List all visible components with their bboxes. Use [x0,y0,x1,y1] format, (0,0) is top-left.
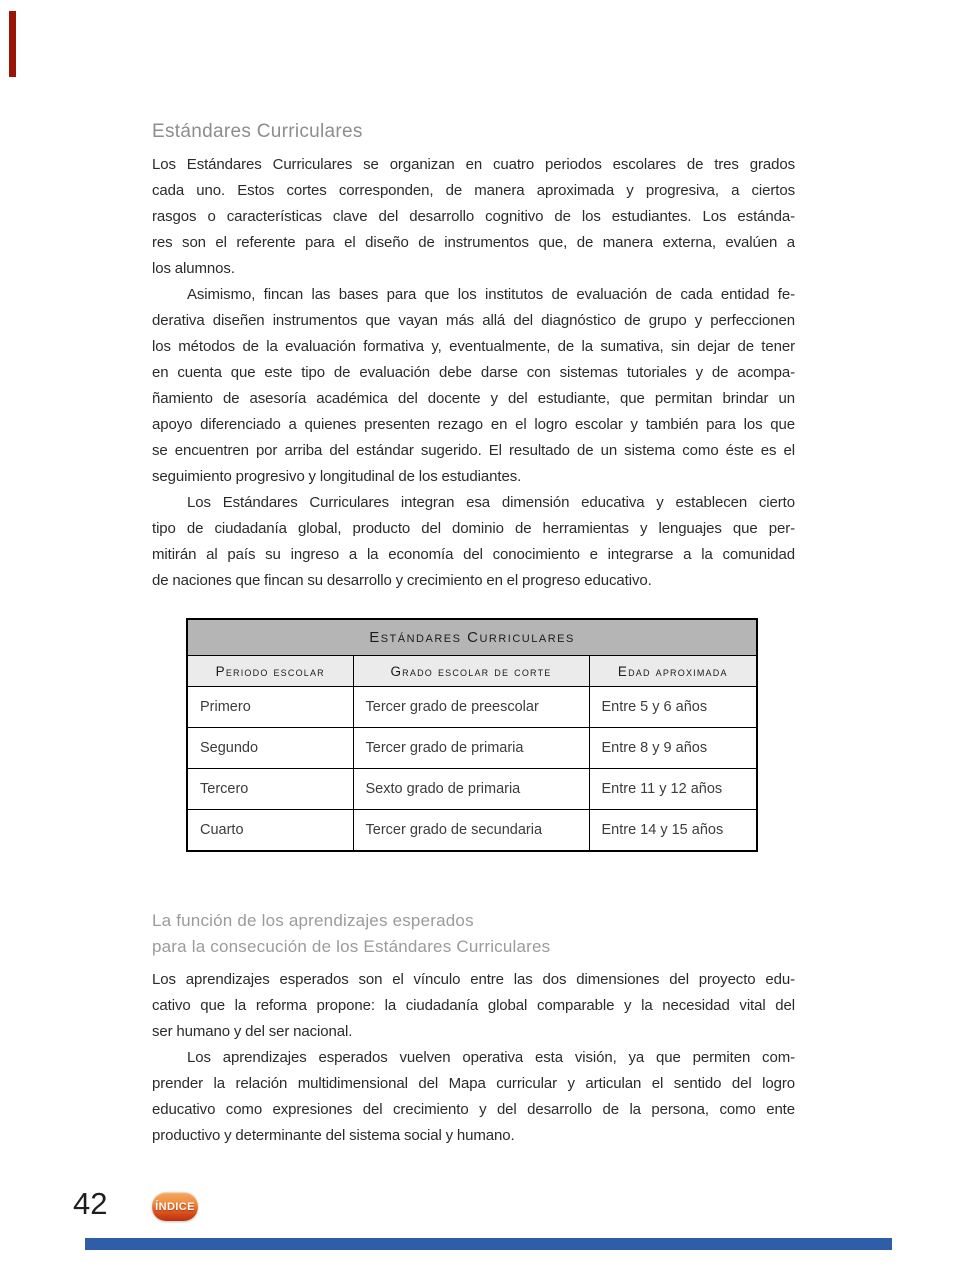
paragraph [152,967,795,1045]
table-cell: Entre 14 y 15 años [589,810,757,852]
table-cell: Tercer grado de primaria [353,728,589,769]
text-line: de naciones que fincan su desarrollo y crecimiento en el progreso educativo. [152,572,652,589]
table-header-row [187,656,757,687]
page-title: Estándares Curriculares [152,121,363,142]
text-line: los alumnos. [152,260,235,277]
text-line: educativo como expresiones del crecimiento y del desarrollo de la persona, como ente [152,1101,795,1118]
table-row [187,810,757,852]
table-row [187,728,757,769]
text-line: apoyo diferenciado a quienes presenten rezago en el logro escolar y también para los que [152,416,795,433]
subheading-line: para la consecución de los Estándares Curriculares [152,937,551,956]
subheading-line: La función de los aprendizajes esperados [152,911,474,930]
paragraph [152,152,795,282]
text-line: rasgos o características clave del desarrollo cognitivo de los estudiantes. Los estánda- [152,208,795,225]
section-subheading [152,908,795,960]
table-row [187,769,757,810]
column-header: Grado escolar de corte [353,656,589,687]
table-cell: Tercer grado de secundaria [353,810,589,852]
text-line: Los aprendizajes esperados son el vínculo entre las dos dimensiones del proyecto edu- [152,971,795,988]
text-line: tipo de ciudadanía global, producto del dominio de herramientas y lenguajes que per- [152,520,795,537]
text-line: prender la relación multidimensional del Mapa curricular y articulan el sentido del logro [152,1075,795,1092]
column-header: Edad aproximada [589,656,757,687]
table-cell: Tercero [187,769,353,810]
table-cell: Tercer grado de preescolar [353,687,589,728]
table-cell: Cuarto [187,810,353,852]
table-title: Estándares Curriculares [187,619,757,656]
text-line: los métodos de la evaluación formativa y, eventualmente, de la sumativa, sin dejar de tener [152,338,795,355]
table-title-row [187,619,757,656]
intro-paragraphs [152,152,795,594]
content-column [152,0,795,1149]
text-line: Los aprendizajes esperados vuelven operativa esta visión, ya que permiten com- [187,1049,795,1066]
footer-rule-bar [85,1238,892,1250]
text-line: ñamiento de asesoría académica del docente y del estudiante, que permitan brindar un [152,390,795,407]
text-line: cada uno. Estos cortes corresponden, de manera aproximada y progresiva, a ciertos [152,182,795,199]
text-line: productivo y determinante del sistema social y humano. [152,1127,515,1144]
table-row [187,687,757,728]
table-cell: Segundo [187,728,353,769]
page-number: 42 [73,1186,108,1221]
paragraph [152,490,795,594]
indice-button[interactable] [152,1192,198,1221]
text-line: en cuenta que este tipo de evaluación debe darse con sistemas tutoriales y de acompa- [152,364,795,381]
paragraph [152,282,795,490]
closing-paragraphs [152,967,795,1149]
text-line: mitirán al país su ingreso a la economía del conocimiento e integrarse a la comunidad [152,546,795,563]
text-line: seguimiento progresivo y longitudinal de los estudiantes. [152,468,522,485]
table-cell: Entre 8 y 9 años [589,728,757,769]
table-cell: Primero [187,687,353,728]
table-cell: Entre 11 y 12 años [589,769,757,810]
text-line: se encuentren por arriba del estándar sugerido. El resultado de un sistema como éste es el [152,442,795,459]
text-line: Asimismo, fincan las bases para que los institutos de evaluación de cada entidad fe- [187,286,795,303]
text-line: ser humano y del ser nacional. [152,1023,353,1040]
text-line: res son el referente para el diseño de instrumentos que, de manera externa, evalúen a [152,234,795,251]
text-line: Los Estándares Curriculares se organizan en cuatro periodos escolares de tres grados [152,156,795,173]
text-line: derativa diseñen instrumentos que vayan más allá del diagnóstico de grupo y perfeccionen [152,312,795,329]
indice-button-label: ÍNDICE [155,1200,195,1213]
paragraph [152,1045,795,1149]
text-line: cativo que la reforma propone: la ciudadanía global comparable y la necesidad vital del [152,997,795,1014]
text-line: Los Estándares Curriculares integran esa dimensión educativa y establecen cierto [187,494,795,511]
section-edge-tab [9,11,16,77]
table-cell: Sexto grado de primaria [353,769,589,810]
table-cell: Entre 5 y 6 años [589,687,757,728]
standards-table [186,618,758,852]
column-header: Periodo escolar [187,656,353,687]
